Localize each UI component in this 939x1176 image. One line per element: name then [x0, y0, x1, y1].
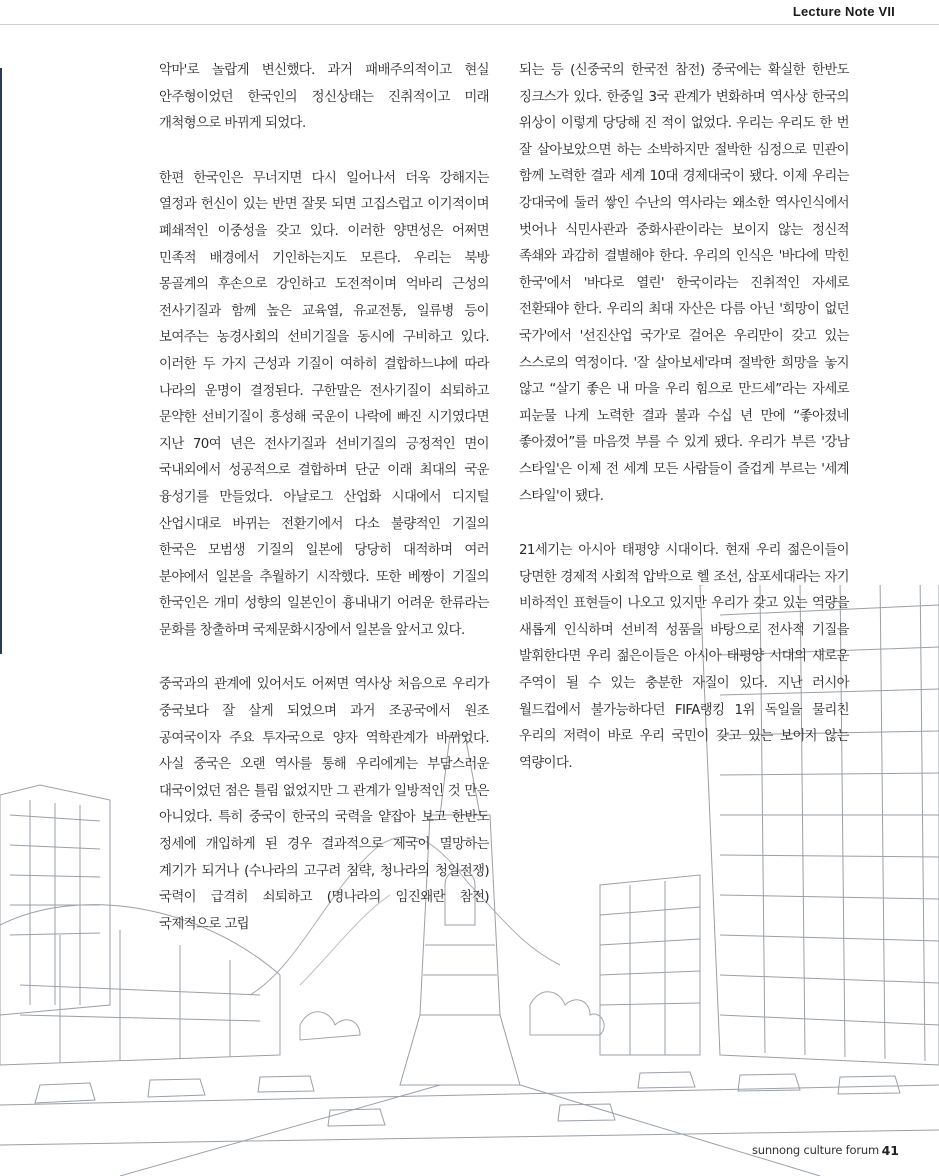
header-title: Lecture Note VII: [792, 4, 895, 19]
left-column: [159, 58, 489, 966]
page-number: 41: [881, 1143, 899, 1158]
paragraph: 한편 한국인은 무너지면 다시 일어나서 더욱 강해지는 열정과 헌신이 있는 반면 잘못 되면 고집스럽고 이기적이며 폐쇄적인 이중성을 갖고 있다. 이러한 양면성은 어쩌면 민족적 배경에서 기인하는지도 모른다. 우리는 북방 몽골계의 후손으로 강인하고 도전적이며 억바리 근성의 전사기질과 함께 높은 교육열, 유교전통, 일류병 등이 보여주는 농경사회의 선비기질을 동시에 구비하고 있다. 이러한 두 가지 근성과 기질이 여하히 결합하느냐에 따라 나라의 운명이 결정된다. 구한말은 전사기질이 쇠퇴하고 문약한 선비기질이 흥성해 국운이 나락에 빠진 시기였다면 지난 70여 년은 전사기질과 선비기질의 긍정적인 면이 국내외에서 성공적으로 결합하며 단군 이래 최대의 국운 융성기를 만들었다. 아날로그 산업화 시대에서 디지털 산업시대로 바뀌는 전환기에서 다소 불량적인 기질의 한국은 모범생 기질의 일본에 당당히 대적하며 여러 분야에서 일본을 추월하기 시작했다. 또한 베짱이 기질의 한국인은 개미 성향의 일본인이 흉내내기 어려운 한류라는 문화를 창출하며 국제문화시장에서 일본을 앞서고 있다.: [159, 170, 489, 638]
paragraph: 악마'로 놀랍게 변신했다. 과거 패배주의적이고 현실 안주형이었던 한국인의 정신상태는 진취적이고 미래 개척형으로 바뀌게 되었다.: [159, 63, 489, 132]
right-column: [519, 58, 849, 805]
header-rule: [0, 24, 939, 25]
paragraph: 21세기는 아시아 태평양 시대이다. 현재 우리 젊은이들이 당면한 경제적 사회적 압박으로 헬 조선, 삼포세대라는 자기 비하적인 표현들이 나오고 있지만 우리가 갖고 있는 역량을 새롭게 인식하며 선비적 성품을 바탕으로 전사적 기질을 발휘한다면 우리 젊은이들은 아시아 태평양 시대의 새로운 주역이 될 수 있는 충분한 자질이 있다. 지난 러시아 월드컵에서 불가능하다던 FIFA랭킹 1위 독일을 물리친 우리의 저력이 바로 우리 국민이 갖고 있는 보이지 않는 역량이다.: [519, 543, 849, 771]
paragraph: 되는 등 (신중국의 한국전 참전) 중국에는 확실한 한반도 징크스가 있다. 한중일 3국 관계가 변화하며 역사상 한국의 위상이 이렇게 당당해 진 적이 없었다. 우리는 우리도 한 번 잘 살아보았으면 하는 소박하지만 절박한 심정으로 민관이 함께 노력한 결과 세계 10대 경제대국이 됐다. 이제 우리는 강대국에 둘러 쌓인 수난의 역사라는 왜소한 역사인식에서 벗어나 식민사관과 중화사관이라는 보이지 않는 정신적 족쇄와 과감히 결별해야 한다. 우리의 인식은 '바다에 막힌 한국'에서 '바다로 열린' 한국이라는 진취적인 자세로 전환돼야 한다. 우리의 최대 자산은 다름 아닌 '희망이 없던 국가'에서 '선진산업 국가'로 걸어온 우리만이 갖고 있는 스스로의 역정이다. '잘 살아보세'라며 절박한 희망을 놓지 않고 “살기 좋은 내 마을 우리 힘으로 만드세”라는 자세로 피눈물 나게 노력한 결과 불과 수십 년 만에 “좋아졌네 좋아졌어”를 마음껏 부를 수 있게 됐다. 우리가 부른 '강남 스타일'은 이제 전 세계 모든 사람들이 즐겁게 부르는 '세계 스타일'이 됐다.: [519, 63, 849, 504]
paragraph: 중국과의 관계에 있어서도 어쩌면 역사상 처음으로 우리가 중국보다 잘 살게 되었으며 과거 조공국에서 원조 공여국이자 주요 투자국으로 양자 역학관계가 바뀌었다. 사실 중국은 오랜 역사를 통해 우리에게는 부담스러운 대국이었던 점은 틀림 없었지만 그 관계가 일방적인 것 만은 아니었다. 특히 중국이 한국의 국력을 얕잡아 보고 한반도 정세에 개입하게 된 경우 결과적으로 제국이 멸망하는 계기가 되거나 (수나라의 고구려 침략, 청나라의 청일전쟁) 국력이 급격히 쇠퇴하고 (명나라의 임진왜란 참전) 국제적으로 고립: [159, 677, 489, 932]
footer-publication: sunnong culture forum: [751, 1143, 879, 1157]
accent-bar: [0, 68, 2, 654]
